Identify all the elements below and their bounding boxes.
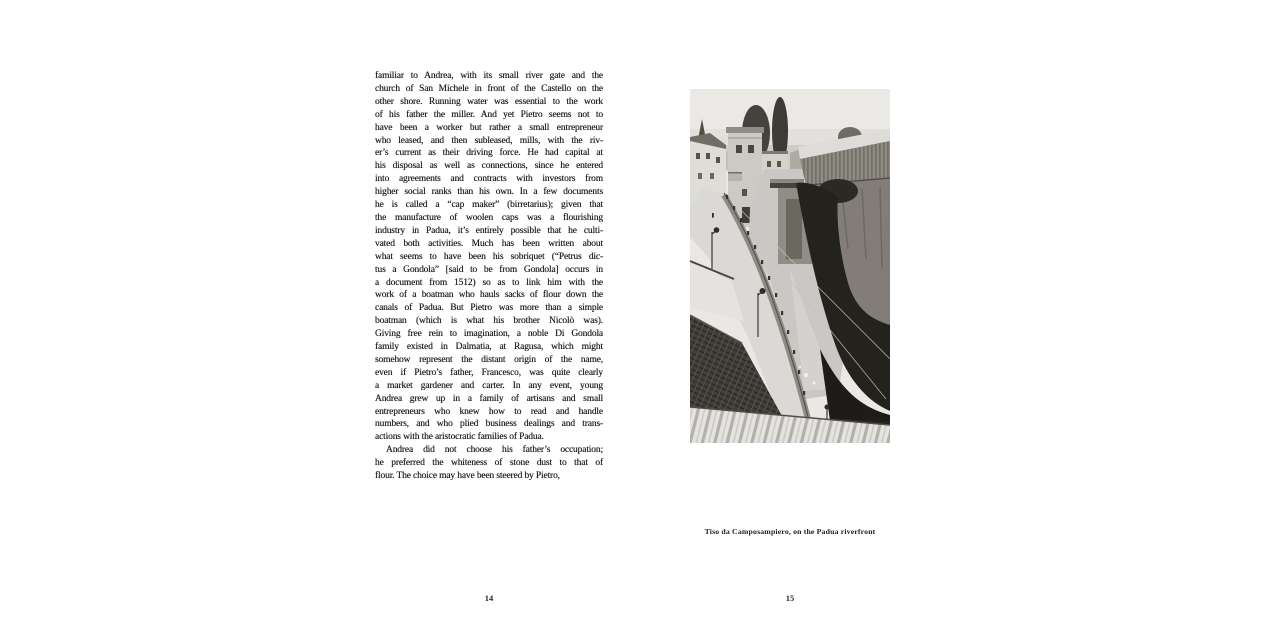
text-line: his disposal as well as connections, since he entered: [375, 161, 603, 172]
text-line: Andrea grew up in a family of artisans and small: [375, 393, 603, 404]
photo-caption: Tiso da Camposampiero, on the Padua riverfront: [704, 527, 876, 536]
text-line: industry in Padua, it’s entirely possible that he culti-: [375, 225, 603, 236]
text-line: tus a Gondola” [said to be from Gondola] occurs in: [375, 264, 603, 275]
text-line: he preferred the whiteness of stone dust to that of: [375, 458, 603, 469]
page-number-left: 14: [484, 593, 494, 603]
text-line: Giving free rein to imagination, a noble Di Gondola: [375, 329, 603, 340]
text-line: the manufacture of woolen caps was a flourishing: [375, 212, 603, 223]
text-line: what seems to have been his sobriquet (“Petrus dic-: [375, 251, 603, 262]
text-line: work of a boatman who hauls sacks of flour down the: [375, 290, 603, 301]
text-line: flour. The choice may have been steered by Pietro,: [375, 471, 560, 482]
text-line: numbers, and who plied business dealings and trans-: [375, 419, 603, 430]
text-line: Andrea did not choose his father’s occupation;: [386, 445, 603, 456]
text-line: somehow represent the distant origin of the name,: [375, 354, 603, 365]
text-line: er’s current as their driving force. He had capital at: [375, 148, 603, 159]
text-line: into agreements and contracts with investors from: [375, 174, 603, 185]
paragraph: [375, 444, 603, 483]
photo-pedestrian: [712, 213, 714, 218]
text-line: a market gardener and carter. In any event, young: [375, 380, 603, 391]
text-line: he is called a “cap maker” (birretarius); given that: [375, 200, 603, 211]
page-number-right: 15: [785, 593, 795, 603]
text-line: higher social ranks than his own. In a few documents: [375, 187, 603, 198]
text-line: family existed in Dalmatia, at Ragusa, which might: [375, 342, 603, 353]
text-line: vated both activities. Much has been written about: [375, 238, 603, 249]
text-line: boatman (which is what his brother Nicolò was).: [375, 316, 603, 327]
text-line: familiar to Andrea, with its small river gate and the: [375, 71, 603, 81]
text-line: a document from 1512) so as to link him with the: [375, 277, 603, 288]
text-line: of his father the miller. And yet Pietro seems not to: [375, 109, 603, 120]
text-line: have been a worker but rather a small entrepreneur: [375, 122, 603, 133]
paragraph: [375, 70, 603, 444]
riverfront-photo: [690, 89, 890, 443]
body-text: [375, 70, 603, 483]
text-line: church of San Michele in front of the Castello on the: [375, 83, 603, 94]
text-line: canals of Padua. But Pietro was more than a simple: [375, 303, 603, 314]
text-line: who leased, and then subleased, mills, with the riv-: [375, 135, 603, 146]
text-line: other shore. Running water was essential to the work: [375, 96, 603, 107]
text-line: entrepreneurs who knew how to read and handle: [375, 406, 603, 417]
text-line: actions with the aristocratic families of Padua.: [375, 432, 544, 443]
text-line: even if Pietro’s father, Francesco, was quite clearly: [375, 367, 603, 378]
